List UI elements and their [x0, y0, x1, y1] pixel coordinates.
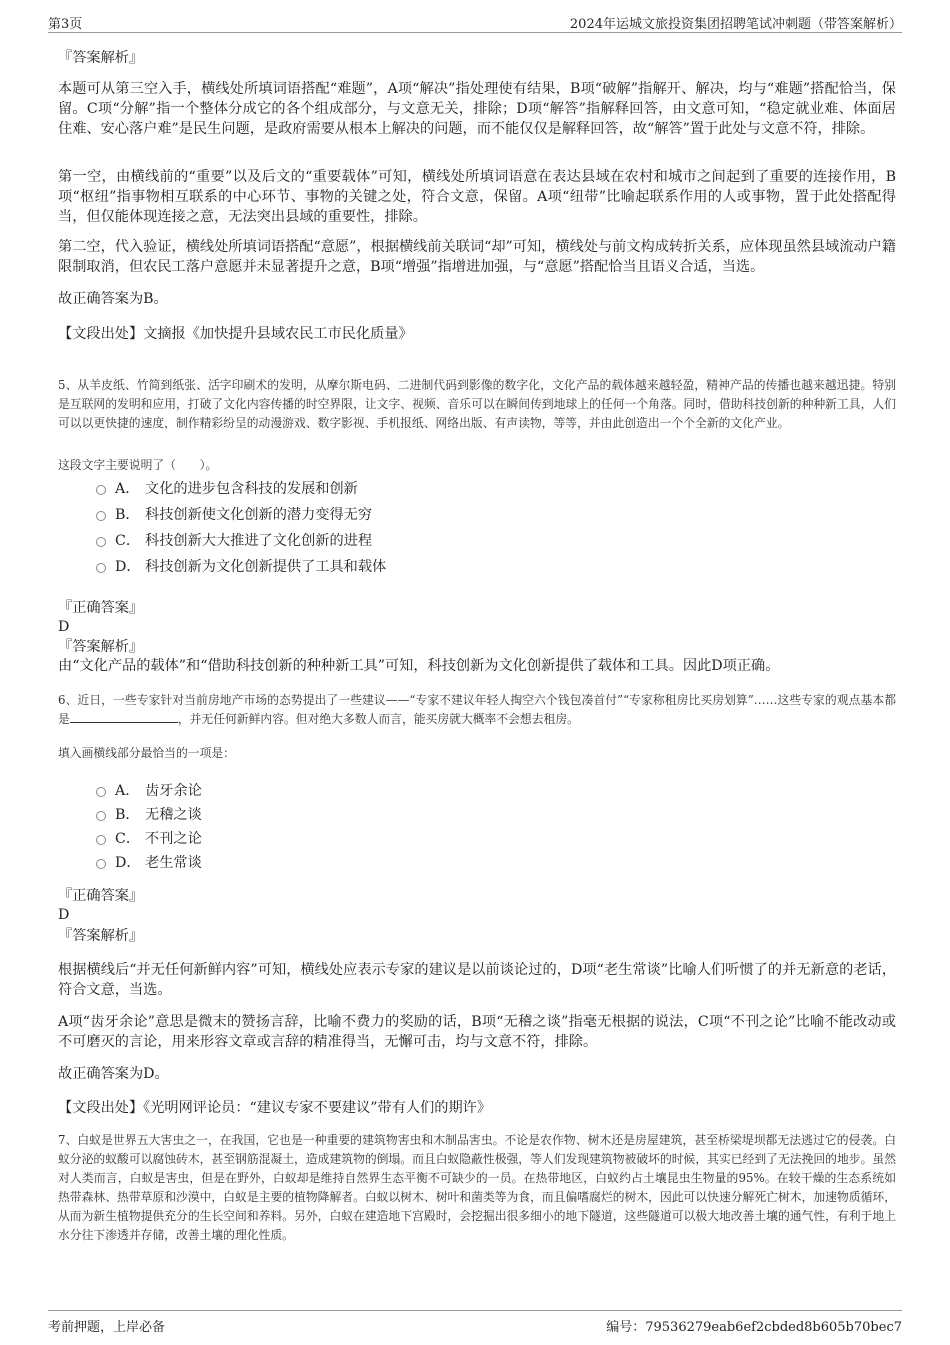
- radio-icon[interactable]: [96, 859, 106, 869]
- q6-answer-label: 『正确答案』: [58, 888, 144, 904]
- q5-answer-label: 『正确答案』: [58, 600, 144, 616]
- radio-icon[interactable]: [96, 485, 106, 495]
- answer-blank: [70, 710, 178, 723]
- q4-analysis-p2: 第一空，由横线前的“重要”以及后文的“重要载体”可知，横线处所填词语意在表达县域在农村和城市之间起到了重要的连接作用，B项“枢纽”指事物相互联系的中心环节、事物的关键之处，符合文意，保留。A项“纽带”比喻起联系作用的人或事物，置于此处搭配得当，但仅能体现连接之意，无法突出县域的重要性，排除。: [58, 169, 896, 225]
- q5-option-a[interactable]: A． 文化的进步包含科技的发展和创新: [96, 479, 358, 499]
- q6-source: 【文段出处】《光明网评论员：“建议专家不要建议”带有人们的期许》: [58, 1100, 492, 1116]
- q5-stem: 5、从羊皮纸、竹简到纸张、活字印刷术的发明，从摩尔斯电码、二进制代码到影像的数字化，文化产品的载体越来越轻盈，精神产品的传播也越来越迅捷。特别是互联网的发明和应用，打破了文化内容传播的时空界限，让文字、视频、音乐可以在瞬间传到地球上的任何一个角落。同时，借助科技创新的种种新工具，人们可以以更快捷的速度，制作精彩纷呈的动漫游戏、数字影视、手机报纸、网络出版、有声读物，等等，并由此创造出一个个全新的文化产业。: [58, 378, 896, 430]
- q4-conclusion: 故正确答案为B。: [58, 291, 168, 307]
- q6-stem: 6、近日，一些专家针对当前房地产市场的态势提出了一些建议——“专家不建议年轻人掏空六个钱包凑首付”“专家称租房比买房划算”……这些专家的观点基本都是 ，并无任何新鲜内容。但对绝大多数人而言，能买房就大概率不会想去租房。: [58, 693, 896, 726]
- q6-analysis-p1: 根据横线后“并无任何新鲜内容”可知，横线处应表示专家的建议是以前谈论过的，D项“老生常谈”比喻人们听惯了的并无新意的老话，符合文意，当选。: [58, 962, 896, 998]
- page-footer: [48, 1310, 902, 1335]
- radio-icon[interactable]: [96, 511, 106, 521]
- q5-option-b[interactable]: B． 科技创新使文化创新的潜力变得无穷: [96, 505, 372, 525]
- q6-option-c[interactable]: C． 不刊之论: [96, 829, 202, 849]
- q4-source: 【文段出处】文摘报《加快提升县域农民工市民化质量》: [58, 326, 413, 342]
- radio-icon[interactable]: [96, 811, 106, 821]
- q6-option-b[interactable]: B． 无稽之谈: [96, 805, 202, 825]
- q6-conclusion: 故正确答案为D。: [58, 1066, 169, 1082]
- q4-analysis-p3: 第二空，代入验证，横线处所填词语搭配“意愿”，根据横线前关联词“却”可知，横线处与前文构成转折关系，应体现虽然县域流动户籍限制取消，但农民工落户意愿并未显著提升之意，B项“增强”指增进加强，与“意愿”搭配恰当且语义合适，当选。: [58, 239, 896, 275]
- radio-icon[interactable]: [96, 537, 106, 547]
- q5-analysis-label: 『答案解析』: [58, 639, 144, 655]
- radio-icon[interactable]: [96, 563, 106, 573]
- q6-option-a[interactable]: A． 齿牙余论: [96, 781, 202, 801]
- q5-option-c[interactable]: C． 科技创新大大推进了文化创新的进程: [96, 531, 372, 551]
- q6-answer: D: [58, 907, 70, 923]
- q5-option-d[interactable]: D． 科技创新为文化创新提供了工具和载体: [96, 557, 386, 577]
- page-number: 第3页: [48, 17, 83, 32]
- q6-analysis-label: 『答案解析』: [58, 928, 144, 944]
- q7-stem: 7、白蚁是世界五大害虫之一，在我国，它也是一种重要的建筑物害虫和木制品害虫。不论是农作物、树木还是房屋建筑，甚至桥梁堤坝都无法逃过它的侵袭。白蚁分泌的蚁酸可以腐蚀砖木，甚至钢筋混凝土，造成建筑物的倒塌。而且白蚁隐蔽性极强，等人们发现建筑物被破坏的时候，其实已经到了无法挽回的地步。虽然对人类而言，白蚁是害虫，但是在野外，白蚁却是维持自然界生态平衡不可缺少的一员。在热带地区，白蚁约占土壤昆虫生物量的95%。在较干燥的生态系统如热带森林、热带草原和沙漠中，白蚁是主要的植物降解者。白蚁以树木、树叶和菌类等为食，而且偏嗜腐烂的树木，因此可以快速分解死亡树木，加速物质循环，从而为新生植物提供充分的生长空间和养料。另外，白蚁在建造地下宫殿时，会挖掘出很多细小的地下隧道，这些隧道可以极大地改善土壤的通气性，有利于地上水分往下渗透并存储，改善土壤的理化性质。: [58, 1133, 896, 1242]
- q5-answer: D: [58, 619, 70, 635]
- footer-slogan: 考前押题，上岸必备: [48, 1320, 166, 1335]
- q4-analysis-label: 『答案解析』: [58, 50, 144, 66]
- footer-serial: 编号：79536279eab6ef2cbded8b605b70bec7: [606, 1320, 902, 1335]
- q4-analysis-p1: 本题可从第三空入手，横线处所填词语搭配“难题”，A项“解决”指处理使有结果，B项“破解”指解开、解决，均与“难题”搭配恰当，保留。C项“分解”指一个整体分成它的各个组成部分，与文意无关，排除；D项“解答”指解释回答，由文意可知，“稳定就业难、体面居住难、安心落户难”是民生问题，是政府需要从根本上解决的问题，而不能仅仅是解释回答，故“解答”置于此处与文意不符，排除。: [58, 81, 896, 137]
- radio-icon[interactable]: [96, 835, 106, 845]
- document-title: 2024年运城文旅投资集团招聘笔试冲刺题（带答案解析）: [569, 17, 902, 32]
- q6-analysis-p2: A项“齿牙余论”意思是微末的赞扬言辞，比喻不费力的奖励的话，B项“无稽之谈”指毫无根据的说法，C项“不刊之论”比喻不能改动或不可磨灭的言论，用来形容文章或言辞的精准得当，无懈可击，均与文意不符，排除。: [58, 1014, 896, 1050]
- q6-prompt: 填入画横线部分最恰当的一项是：: [58, 746, 235, 760]
- radio-icon[interactable]: [96, 787, 106, 797]
- q6-option-d[interactable]: D． 老生常谈: [96, 853, 202, 873]
- page-header: [48, 12, 902, 33]
- q5-analysis: 由“文化产品的载体”和“借助科技创新的种种新工具”可知，科技创新为文化创新提供了载体和工具。因此D项正确。: [58, 658, 780, 674]
- q5-prompt: 这段文字主要说明了（ ）。: [58, 458, 218, 472]
